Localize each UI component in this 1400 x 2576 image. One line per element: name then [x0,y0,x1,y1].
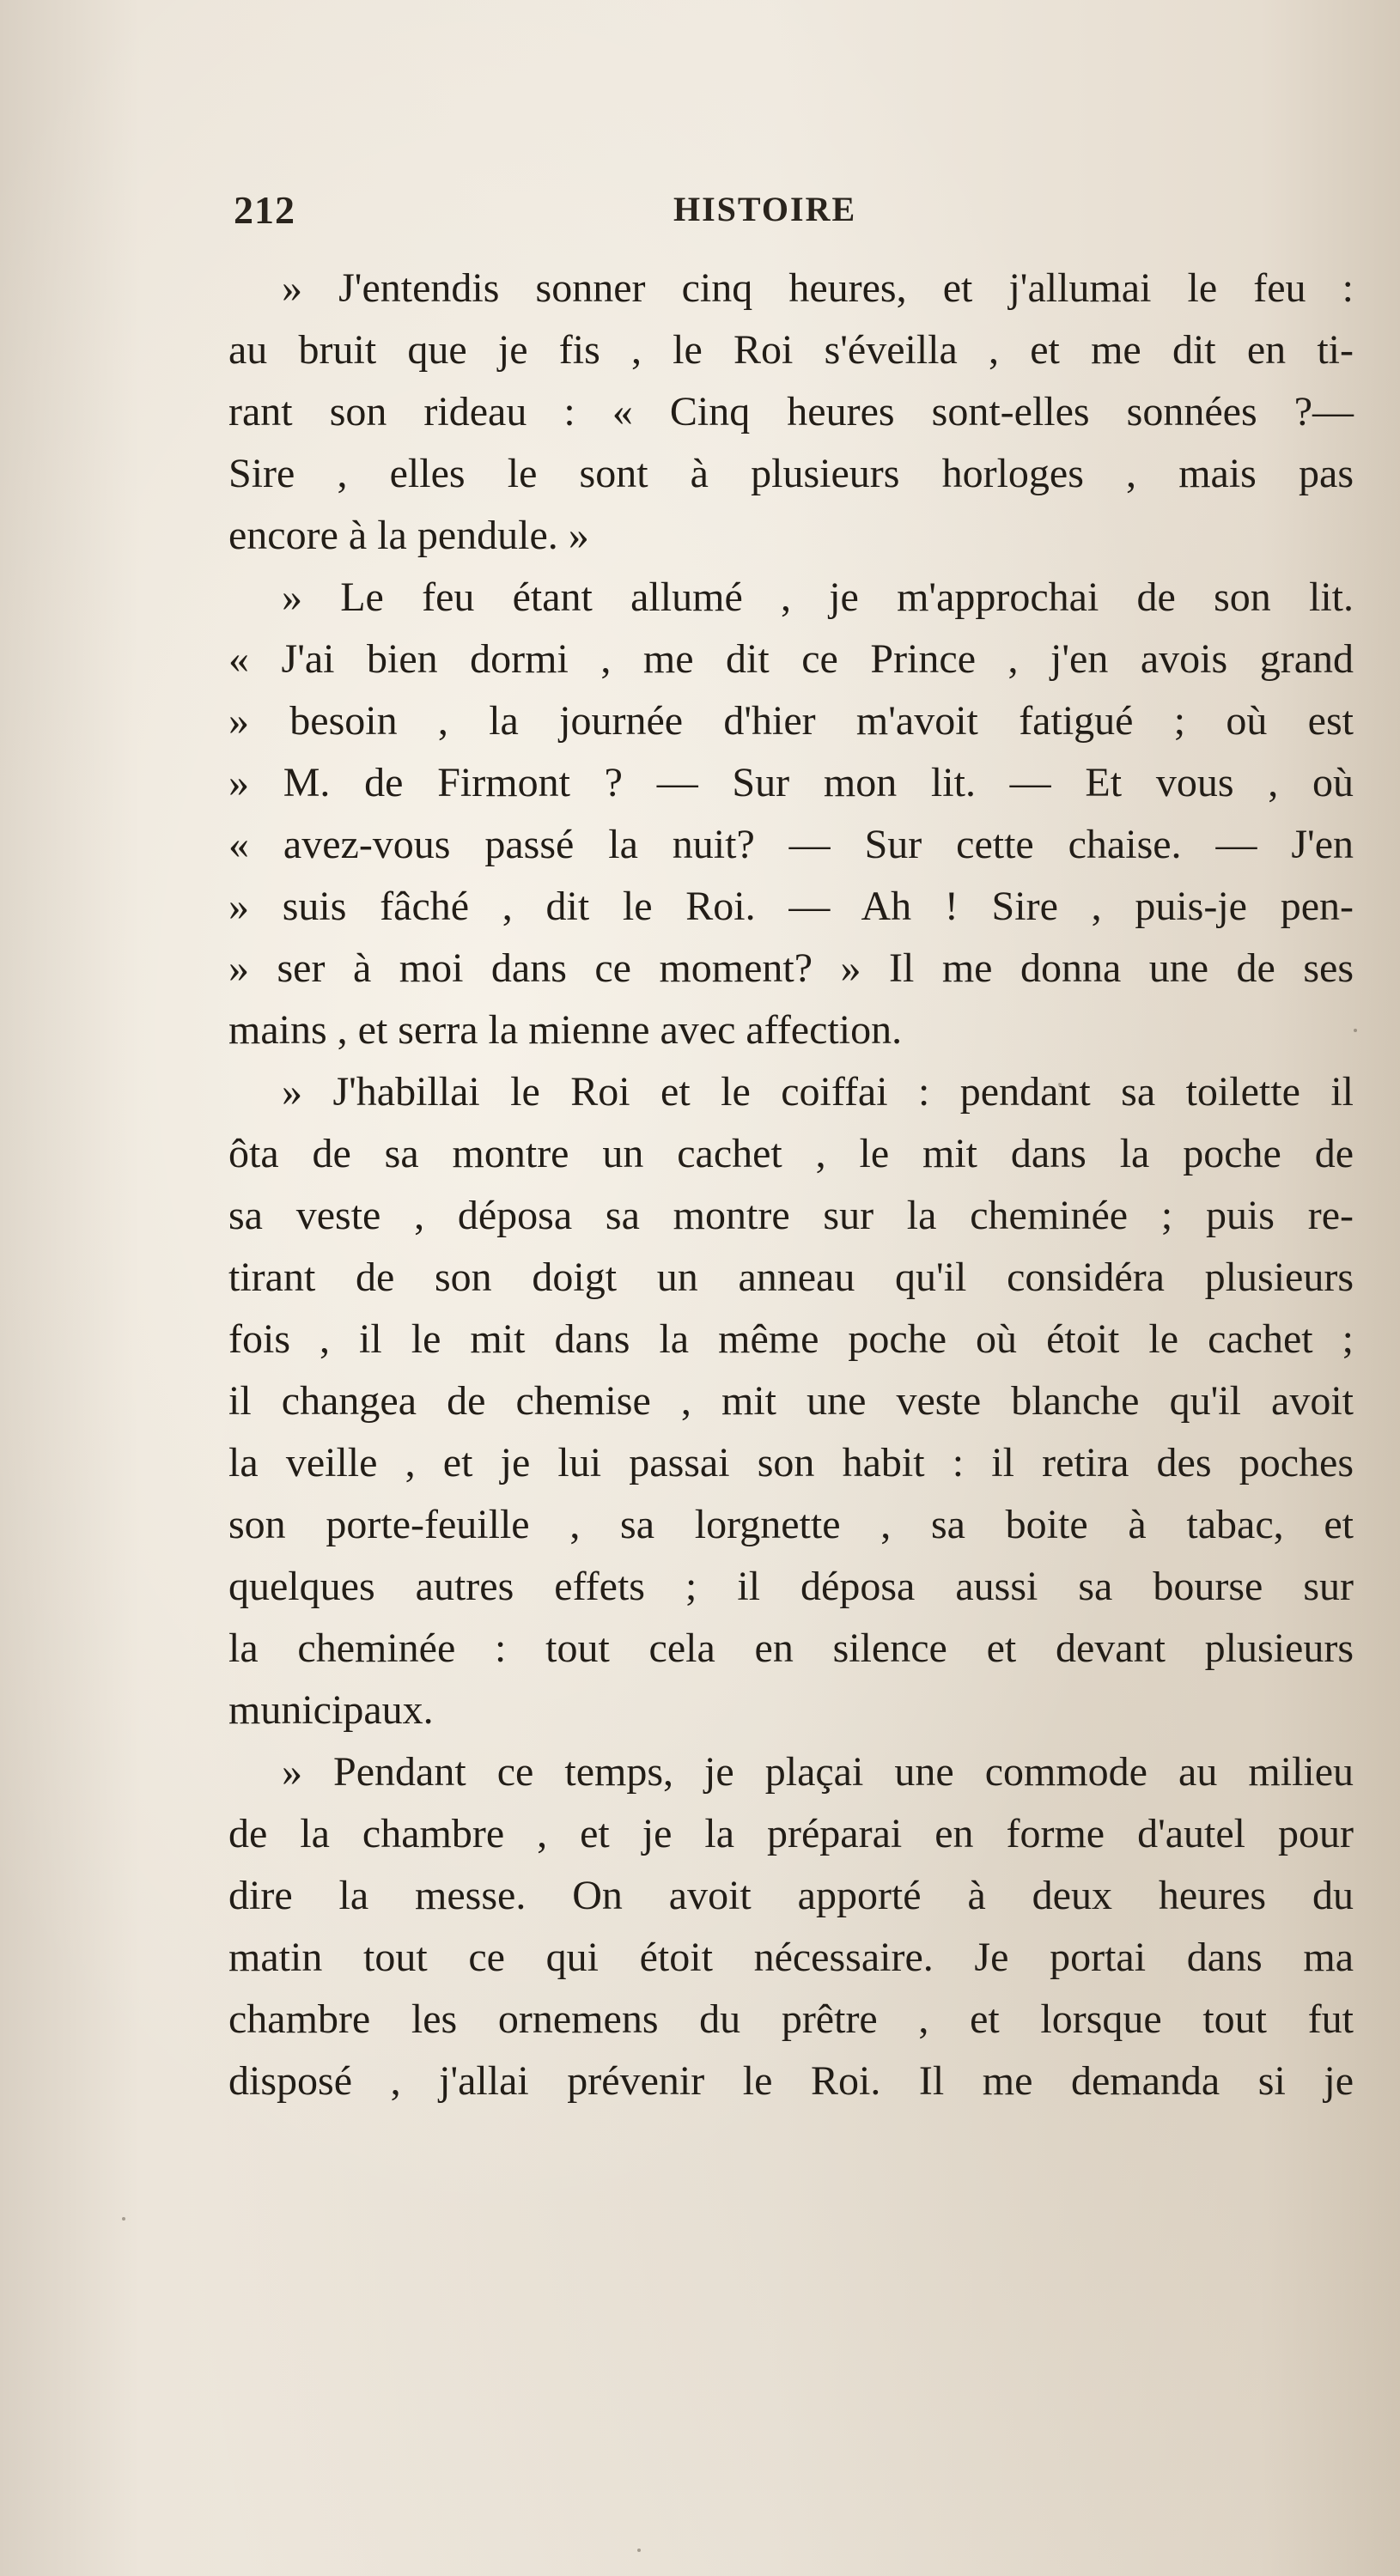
text-line: tirant de son doigt un anneau qu'il considéra plusieurs [228,1255,1354,1300]
body-text [228,258,1354,2112]
text-line: » M. de Firmont ? — Sur mon lit. — Et vous , où [228,760,1354,805]
paper-speck [122,2217,125,2221]
text-line: dire la messe. On avoit apporté à deux heures du [228,1873,1354,1918]
text-line: » Le feu étant allumé , je m'approchai de son lit. [282,574,1354,620]
text-line: rant son rideau : « Cinq heures sont-elles sonnées ?— [228,389,1354,434]
text-line: » besoin , la journée d'hier m'avoit fatigué ; où est [228,698,1354,744]
paper-speck [1354,1029,1357,1032]
text-line: » J'habillai le Roi et le coiffai : pendant sa toilette il [282,1069,1354,1115]
text-line: encore à la pendule. » [228,513,589,558]
text-line: matin tout ce qui étoit nécessaire. Je portai dans ma [228,1935,1354,1980]
text-line: « J'ai bien dormi , me dit ce Prince , j'en avois grand [228,636,1354,682]
text-line: « avez-vous passé la nuit? — Sur cette chaise. — J'en [228,822,1354,867]
page-number: 212 [234,188,295,232]
paragraph [228,1061,1354,1741]
text-line: il changea de chemise , mit une veste blanche qu'il avoit [228,1378,1354,1424]
text-line: Sire , elles le sont à plusieurs horloges , mais pas [228,451,1354,496]
text-line: son porte-feuille , sa lorgnette , sa boite à tabac, et [228,1502,1354,1547]
text-line: ôta de sa montre un cachet , le mit dans la poche de [228,1131,1354,1176]
text-line: mains , et serra la mienne avec affection. [228,1007,903,1053]
text-line: » Pendant ce temps, je plaçai une commode au milieu [282,1749,1354,1795]
text-line: » J'entendis sonner cinq heures, et j'allumai le feu : [282,265,1354,311]
text-line: disposé , j'allai prévenir le Roi. Il me demanda si je [228,2058,1354,2104]
text-line: la cheminée : tout cela en silence et devant plusieurs [228,1625,1354,1671]
text-line: sa veste , déposa sa montre sur la cheminée ; puis re- [228,1193,1354,1238]
page-header [234,187,1350,239]
text-line: fois , il le mit dans la même poche où étoit le cachet ; [228,1316,1354,1362]
text-line: la veille , et je lui passai son habit : il retira des poches [228,1440,1354,1485]
text-line: municipaux. [228,1687,434,1733]
paragraph [228,258,1354,567]
text-line: chambre les ornemens du prêtre , et lorsque tout fut [228,1996,1354,2042]
text-line: » ser à moi dans ce moment? » Il me donna une de ses [228,945,1354,991]
text-line: quelques autres effets ; il déposa aussi sa bourse sur [228,1564,1354,1609]
text-line: de la chambre , et je la préparai en forme d'autel pour [228,1811,1354,1856]
paragraph [228,1741,1354,2112]
text-line: au bruit que je fis , le Roi s'éveilla , et me dit en ti- [228,327,1354,373]
text-line: » suis fâché , dit le Roi. — Ah ! Sire , puis-je pen- [228,884,1354,929]
paper-speck [637,2549,641,2552]
paragraph [228,567,1354,1061]
running-head: HISTOIRE [673,190,857,228]
